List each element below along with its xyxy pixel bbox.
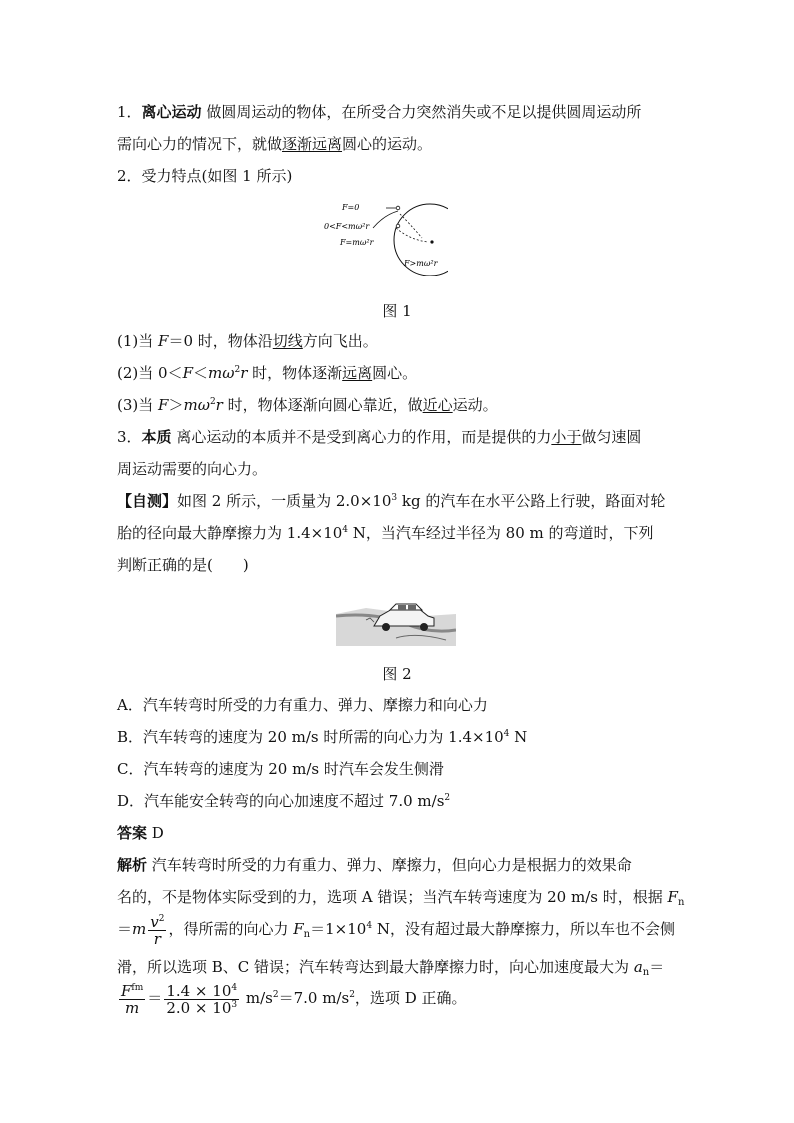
case-text: 时，物体逐渐	[247, 364, 343, 382]
analysis-var: a	[633, 958, 643, 976]
section2-text: 受力特点(如图 1 所示)	[141, 167, 293, 185]
option-b[interactable]	[117, 727, 527, 747]
section1-number: 1．	[117, 103, 142, 121]
option-b-text: N	[509, 728, 528, 746]
underlined-answer: 远离	[342, 364, 373, 382]
case-var: r	[240, 364, 248, 382]
analysis-text: ＝7.0 m/s	[278, 989, 350, 1007]
answer-line	[117, 823, 164, 843]
analysis-text: N，没有超过最大静摩擦力，所以车也不会侧	[372, 920, 675, 938]
case-text: (1)当	[117, 332, 159, 350]
figure1-caption: 图 1	[382, 302, 412, 320]
option-a-text: A．汽车转弯时所受的力有重力、弹力、摩擦力和向心力	[117, 696, 488, 714]
analysis-line1	[117, 855, 632, 875]
section1-text: 圆心的运动。	[342, 135, 433, 153]
option-d[interactable]	[117, 791, 450, 811]
selftest-line1	[117, 491, 665, 511]
underlined-answer: 逐渐远离	[282, 135, 343, 153]
analysis-text: ＝	[147, 989, 163, 1007]
frac-sup: fm	[131, 982, 144, 993]
case-sup: 2	[209, 397, 216, 407]
analysis-label: 解析	[117, 856, 148, 874]
analysis-var: F	[293, 920, 304, 938]
option-c[interactable]	[117, 759, 444, 779]
analysis-var: F	[667, 888, 678, 906]
figure2-car-illustration	[336, 594, 456, 646]
frac-sup: 2	[158, 913, 165, 924]
analysis-text: ＝	[649, 958, 665, 976]
section3-line1	[117, 427, 641, 447]
option-b-text: B．汽车转弯的速度为 20 m/s 时所需的向心力为 1.4×10	[117, 728, 504, 746]
case-var: r	[215, 396, 223, 414]
frac-num: v	[150, 912, 159, 931]
option-b-sup: 4	[503, 729, 510, 739]
analysis-text: m/s	[241, 989, 273, 1007]
option-a[interactable]	[117, 695, 488, 715]
underlined-answer: 近心	[422, 396, 453, 414]
frac-num: 1.4 × 10	[166, 981, 232, 1000]
frac-den: r	[153, 929, 161, 948]
fraction-ffm-over-m	[119, 983, 145, 1016]
section3-line2	[117, 459, 267, 479]
section3-text: 做匀速圆	[581, 428, 642, 446]
analysis-sub: n	[642, 967, 650, 978]
option-d-sup: 2	[444, 793, 451, 803]
answer-label: 答案	[117, 824, 148, 842]
section1-text: 需向心力的情况下，就做	[117, 135, 283, 153]
curve-away-path	[373, 211, 398, 228]
analysis-line4	[117, 957, 664, 977]
selftest-text: 判断正确的是( )	[117, 556, 249, 574]
label-f-zero: F=0	[342, 203, 360, 212]
analysis-text: 滑，所以选项 B、C 错误；汽车转弯达到最大静摩擦力时，向心加速度最大为	[117, 958, 634, 976]
frac-den: 2.0 × 10	[166, 998, 232, 1017]
inward-path	[396, 228, 428, 242]
section1-term: 离心运动	[141, 103, 202, 121]
case-text: 方向飞出。	[302, 332, 378, 350]
force-arrow	[400, 214, 422, 238]
car-wheel	[420, 623, 428, 631]
fraction-values	[164, 983, 239, 1016]
section2-line	[117, 166, 292, 186]
section2-number: 2．	[117, 167, 142, 185]
case-text: 时，物体逐渐向圆心靠近，做	[222, 396, 423, 414]
selftest-text: 如图 2 所示，一质量为 2.0×10	[177, 492, 392, 510]
analysis-sub: n	[677, 897, 685, 908]
label-f-equal: F=mω²r	[340, 238, 374, 247]
analysis-line3	[117, 912, 675, 947]
label-f-greater: F>mω²r	[404, 259, 438, 268]
analysis-text: ，选项 D 正确。	[354, 989, 467, 1007]
analysis-text: 名的，不是物体实际受到的力，选项 A 错误；当汽车转弯速度为 20 m/s 时，根据	[117, 888, 668, 906]
selftest-sup: 3	[391, 493, 398, 503]
fraction-v2-over-r	[148, 914, 166, 947]
section3-term: 本质	[141, 428, 172, 446]
object-point	[396, 224, 400, 228]
underlined-answer: 切线	[272, 332, 303, 350]
section1-line2	[117, 134, 432, 154]
analysis-line5	[117, 980, 467, 1016]
analysis-text: 汽车转弯时所受的力有重力、弹力、摩擦力，但向心力是根据力的效果命	[151, 856, 632, 874]
figure2-caption: 图 2	[382, 665, 412, 683]
analysis-line2	[117, 887, 684, 907]
selftest-line3	[117, 555, 249, 575]
selftest-line2	[117, 523, 654, 543]
section3-text: 离心运动的本质并不是受到离心力的作用，而是提供的力	[176, 428, 552, 446]
analysis-text: ＝	[117, 920, 133, 938]
selftest-tag: 【自测】	[117, 492, 178, 510]
case-text: 圆心。	[372, 364, 418, 382]
option-d-text: D．汽车能安全转弯的向心加速度不超过 7.0 m/s	[117, 792, 445, 810]
analysis-sub: n	[303, 929, 311, 940]
case-var: mω	[183, 396, 210, 414]
car-window	[398, 605, 406, 610]
case1-line	[117, 331, 378, 351]
analysis-text: ，得所需的向心力	[168, 920, 294, 938]
case2-line	[117, 363, 417, 383]
option-c-text: C．汽车转弯的速度为 20 m/s 时汽车会发生侧滑	[117, 760, 444, 778]
case-text: 运动。	[452, 396, 498, 414]
answer-value: D	[151, 824, 164, 842]
car-window	[408, 605, 416, 610]
figure1-centrifugal-diagram	[318, 198, 448, 276]
case-text: ＝0 时，物体沿	[168, 332, 273, 350]
analysis-sup: 2	[349, 990, 355, 1000]
section3-number: 3．	[117, 428, 142, 446]
analysis-sup: 2	[272, 990, 279, 1000]
frac-sup: 4	[231, 982, 238, 993]
case-text: ＜	[192, 364, 208, 382]
analysis-sup: 4	[366, 921, 373, 931]
center-point	[430, 240, 433, 243]
case3-line	[117, 395, 498, 415]
analysis-var: m	[132, 920, 147, 938]
case-text: ＞	[168, 396, 184, 414]
case-text: (2)当 0＜	[117, 364, 183, 382]
underlined-answer: 小于	[551, 428, 582, 446]
selftest-text: N，当汽车经过半径为 80 m 的弯道时，下列	[348, 524, 654, 542]
analysis-text: ＝1×10	[310, 920, 367, 938]
section1-line1	[117, 102, 641, 122]
car-wheel	[382, 623, 390, 631]
object-point	[396, 206, 400, 210]
case-var: F	[158, 396, 169, 414]
frac-sup: 3	[231, 999, 238, 1010]
selftest-text: kg 的汽车在水平公路上行驶，路面对轮	[397, 492, 666, 510]
selftest-text: 胎的径向最大静摩擦力为 1.4×10	[117, 524, 343, 542]
frac-num: F	[121, 981, 132, 1000]
section3-text: 周运动需要的向心力。	[117, 460, 268, 478]
case-var: F	[158, 332, 169, 350]
section1-text: 做圆周运动的物体，在所受合力突然消失或不足以提供圆周运动所	[206, 103, 642, 121]
frac-den: m	[125, 998, 140, 1017]
case-text: (3)当	[117, 396, 159, 414]
label-f-less: 0<F<mω²r	[324, 222, 370, 231]
case-var: mω	[208, 364, 235, 382]
case-var: F	[182, 364, 193, 382]
selftest-sup: 4	[342, 525, 349, 535]
case-sup: 2	[234, 365, 241, 375]
